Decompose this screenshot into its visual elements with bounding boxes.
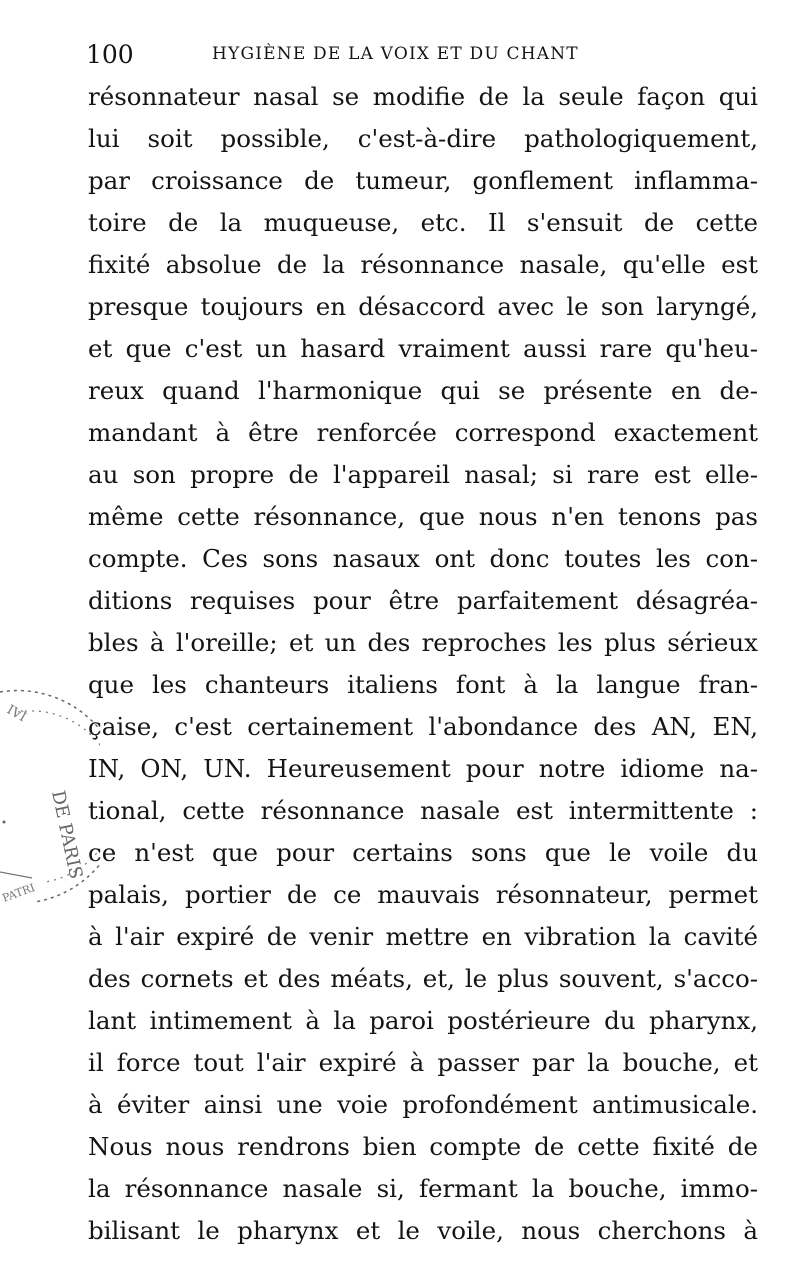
svg-text:DE PARIS: DE PARIS — [47, 788, 87, 881]
text-line: tional, cette résonnance nasale est intermittente : — [88, 796, 758, 825]
text-line: lant intimement à la paroi postérieure du pharynx, — [88, 1006, 758, 1035]
text-line: reux quand l'harmonique qui se présente en de- — [88, 376, 758, 405]
text-line: résonnateur nasal se modifie de la seule façon qui — [88, 82, 758, 111]
svg-text:IVI: IVI — [4, 702, 29, 726]
text-line: compte. Ces sons nasaux ont donc toutes les con- — [88, 544, 758, 573]
text-line: bles à l'oreille; et un des reproches les plus sérieux — [88, 628, 758, 657]
text-line: IN, ON, UN. Heureusement pour notre idiome na- — [88, 754, 758, 783]
text-line: çaise, c'est certainement l'abondance des AN, EN, — [88, 712, 758, 741]
text-line: des cornets et des méats, et, le plus souvent, s'acco- — [88, 964, 758, 993]
text-line: ce n'est que pour certains sons que le voile du — [88, 838, 758, 867]
text-line: ditions requises pour être parfaitement désagréa- — [88, 586, 758, 615]
text-line: et que c'est un hasard vraiment aussi rare qu'heu- — [88, 334, 758, 363]
text-line: même cette résonnance, que nous n'en tenons pas — [88, 502, 758, 531]
text-line: fixité absolue de la résonnance nasale, qu'elle est — [88, 250, 758, 279]
text-line: il force tout l'air expiré à passer par la bouche, et — [88, 1048, 758, 1077]
text-line: lui soit possible, c'est-à-dire pathologiquement, — [88, 124, 758, 153]
svg-text:PATRI: PATRI — [0, 881, 37, 905]
text-line: par croissance de tumeur, gonflement inflamma- — [88, 166, 758, 195]
page-number: 100 — [86, 40, 134, 69]
text-line: presque toujours en désaccord avec le son laryngé, — [88, 292, 758, 321]
body-text — [88, 76, 758, 1252]
text-line: toire de la muqueuse, etc. Il s'ensuit de cette — [88, 208, 758, 237]
text-line: bilisant le pharynx et le voile, nous cherchons à — [88, 1216, 758, 1245]
text-line: Nous nous rendrons bien compte de cette fixité de — [88, 1132, 758, 1161]
page-header — [86, 36, 766, 76]
library-stamp-icon — [0, 672, 100, 922]
running-title: HYGIÈNE DE LA VOIX ET DU CHANT — [212, 44, 579, 64]
text-line: que les chanteurs italiens font à la langue fran- — [88, 670, 758, 699]
text-line: la résonnance nasale si, fermant la bouche, immo- — [88, 1174, 758, 1203]
text-line: à l'air expiré de venir mettre en vibration la cavité — [88, 922, 758, 951]
text-line: mandant à être renforcée correspond exactement — [88, 418, 758, 447]
text-line: à éviter ainsi une voie profondément antimusicale. — [88, 1090, 758, 1119]
text-line: au son propre de l'appareil nasal; si rare est elle- — [88, 460, 758, 489]
text-line: palais, portier de ce mauvais résonnateur, permet — [88, 880, 758, 909]
